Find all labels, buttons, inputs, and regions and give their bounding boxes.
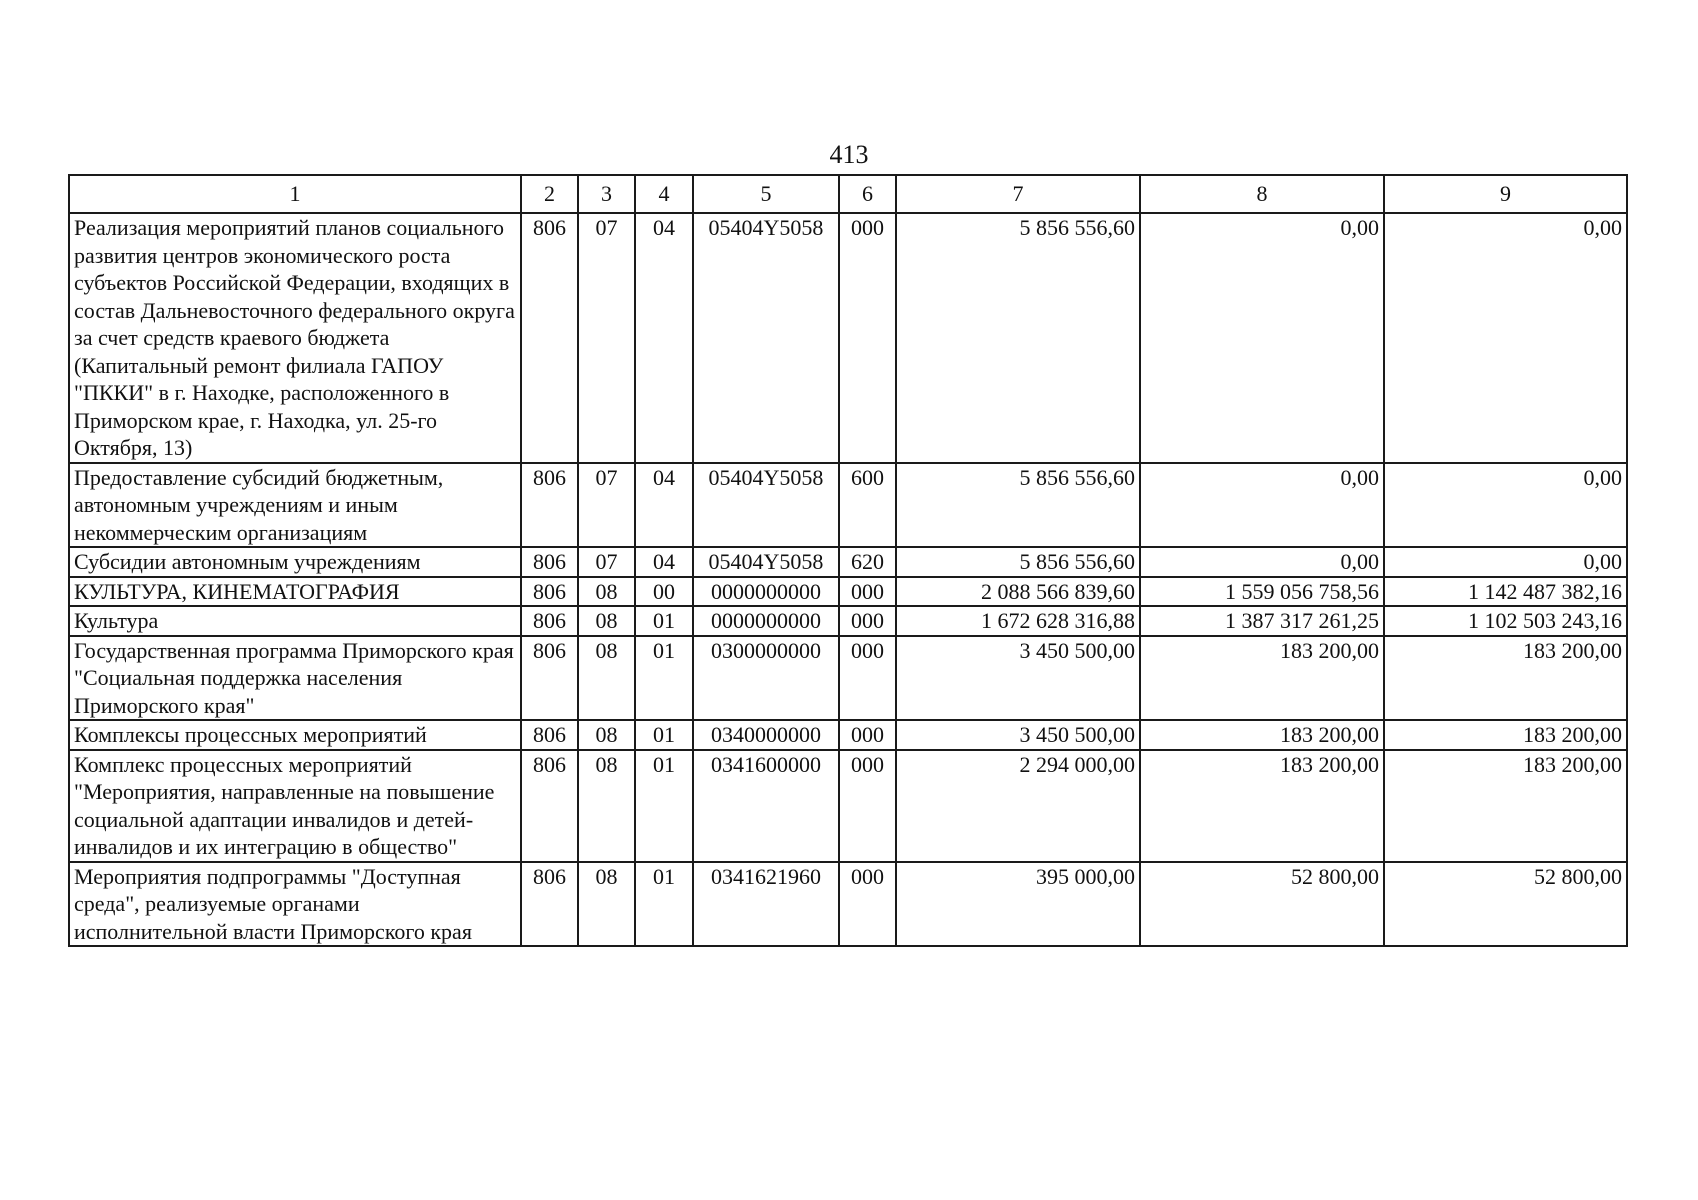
row-name: КУЛЬТУРА, КИНЕМАТОГРАФИЯ bbox=[69, 577, 521, 607]
table-row bbox=[69, 463, 1627, 548]
row-amount-9: 0,00 bbox=[1384, 547, 1627, 577]
column-header: 3 bbox=[578, 175, 635, 213]
row-code-2: 806 bbox=[521, 636, 578, 721]
table-row bbox=[69, 750, 1627, 862]
row-code-5: 0300000000 bbox=[693, 636, 839, 721]
row-amount-9: 183 200,00 bbox=[1384, 750, 1627, 862]
row-amount-7: 2 088 566 839,60 bbox=[896, 577, 1140, 607]
row-code-5: 0000000000 bbox=[693, 606, 839, 636]
column-header: 5 bbox=[693, 175, 839, 213]
row-code-3: 08 bbox=[578, 720, 635, 750]
row-code-2: 806 bbox=[521, 577, 578, 607]
row-code-3: 07 bbox=[578, 547, 635, 577]
row-code-2: 806 bbox=[521, 720, 578, 750]
row-code-5: 05404Y5058 bbox=[693, 463, 839, 548]
column-header: 4 bbox=[635, 175, 693, 213]
row-code-4: 04 bbox=[635, 463, 693, 548]
row-amount-9: 183 200,00 bbox=[1384, 720, 1627, 750]
row-code-4: 04 bbox=[635, 547, 693, 577]
table-row bbox=[69, 606, 1627, 636]
budget-table bbox=[68, 174, 1628, 947]
row-code-2: 806 bbox=[521, 862, 578, 947]
row-code-5: 0340000000 bbox=[693, 720, 839, 750]
row-code-2: 806 bbox=[521, 750, 578, 862]
table-row bbox=[69, 213, 1627, 463]
row-amount-7: 1 672 628 316,88 bbox=[896, 606, 1140, 636]
row-code-6: 000 bbox=[839, 720, 896, 750]
header-row bbox=[69, 175, 1627, 213]
row-amount-7: 5 856 556,60 bbox=[896, 547, 1140, 577]
row-amount-9: 0,00 bbox=[1384, 213, 1627, 463]
row-code-2: 806 bbox=[521, 463, 578, 548]
column-header: 8 bbox=[1140, 175, 1384, 213]
row-amount-7: 2 294 000,00 bbox=[896, 750, 1140, 862]
row-amount-7: 3 450 500,00 bbox=[896, 720, 1140, 750]
row-code-5: 05404Y5058 bbox=[693, 213, 839, 463]
row-code-6: 620 bbox=[839, 547, 896, 577]
row-amount-9: 0,00 bbox=[1384, 463, 1627, 548]
table-row bbox=[69, 720, 1627, 750]
row-code-5: 05404Y5058 bbox=[693, 547, 839, 577]
row-amount-9: 1 102 503 243,16 bbox=[1384, 606, 1627, 636]
row-amount-8: 1 387 317 261,25 bbox=[1140, 606, 1384, 636]
row-name: Реализация мероприятий планов социального развития центров экономического роста субъектов Российской Федерации, входящих в состав Дальневосточного федерального округа за счет средств краевого бюджета (Капитальный ремонт филиала ГАПОУ "ПККИ" в г. Находке, расположенного в Приморском крае, г. Находка, ул. 25-го Октября, 13) bbox=[69, 213, 521, 463]
row-amount-9: 1 142 487 382,16 bbox=[1384, 577, 1627, 607]
row-code-4: 01 bbox=[635, 636, 693, 721]
row-code-6: 000 bbox=[839, 577, 896, 607]
row-amount-8: 1 559 056 758,56 bbox=[1140, 577, 1384, 607]
table-row bbox=[69, 862, 1627, 947]
row-amount-8: 52 800,00 bbox=[1140, 862, 1384, 947]
row-code-6: 600 bbox=[839, 463, 896, 548]
row-code-5: 0341621960 bbox=[693, 862, 839, 947]
column-header: 7 bbox=[896, 175, 1140, 213]
row-name: Комплекс процессных мероприятий "Мероприятия, направленные на повышение социальной адаптации инвалидов и детей-инвалидов и их интеграцию в общество" bbox=[69, 750, 521, 862]
row-code-4: 01 bbox=[635, 720, 693, 750]
row-amount-7: 5 856 556,60 bbox=[896, 463, 1140, 548]
row-amount-9: 183 200,00 bbox=[1384, 636, 1627, 721]
row-name: Культура bbox=[69, 606, 521, 636]
row-amount-8: 183 200,00 bbox=[1140, 636, 1384, 721]
row-amount-8: 0,00 bbox=[1140, 547, 1384, 577]
column-header: 2 bbox=[521, 175, 578, 213]
table-row bbox=[69, 547, 1627, 577]
row-name: Комплексы процессных мероприятий bbox=[69, 720, 521, 750]
row-code-6: 000 bbox=[839, 750, 896, 862]
row-amount-7: 395 000,00 bbox=[896, 862, 1140, 947]
row-code-3: 08 bbox=[578, 750, 635, 862]
table-row bbox=[69, 636, 1627, 721]
row-amount-7: 3 450 500,00 bbox=[896, 636, 1140, 721]
row-amount-8: 183 200,00 bbox=[1140, 720, 1384, 750]
row-code-6: 000 bbox=[839, 636, 896, 721]
row-code-4: 01 bbox=[635, 606, 693, 636]
row-code-3: 08 bbox=[578, 606, 635, 636]
row-code-4: 01 bbox=[635, 750, 693, 862]
row-code-3: 08 bbox=[578, 636, 635, 721]
row-amount-9: 52 800,00 bbox=[1384, 862, 1627, 947]
row-code-2: 806 bbox=[521, 606, 578, 636]
row-code-3: 07 bbox=[578, 463, 635, 548]
row-name: Государственная программа Приморского края "Социальная поддержка населения Приморского края" bbox=[69, 636, 521, 721]
row-amount-7: 5 856 556,60 bbox=[896, 213, 1140, 463]
row-code-5: 0000000000 bbox=[693, 577, 839, 607]
row-code-6: 000 bbox=[839, 213, 896, 463]
row-name: Предоставление субсидий бюджетным, автономным учреждениям и иным некоммерческим организациям bbox=[69, 463, 521, 548]
row-code-4: 00 bbox=[635, 577, 693, 607]
row-name: Субсидии автономным учреждениям bbox=[69, 547, 521, 577]
column-header: 6 bbox=[839, 175, 896, 213]
row-code-2: 806 bbox=[521, 547, 578, 577]
row-code-3: 07 bbox=[578, 213, 635, 463]
row-code-3: 08 bbox=[578, 577, 635, 607]
row-code-2: 806 bbox=[521, 213, 578, 463]
row-amount-8: 0,00 bbox=[1140, 463, 1384, 548]
row-amount-8: 183 200,00 bbox=[1140, 750, 1384, 862]
page-number: 413 bbox=[829, 140, 869, 169]
row-code-6: 000 bbox=[839, 606, 896, 636]
row-code-4: 04 bbox=[635, 213, 693, 463]
row-code-4: 01 bbox=[635, 862, 693, 947]
row-code-5: 0341600000 bbox=[693, 750, 839, 862]
row-code-6: 000 bbox=[839, 862, 896, 947]
row-amount-8: 0,00 bbox=[1140, 213, 1384, 463]
column-header: 1 bbox=[69, 175, 521, 213]
row-code-3: 08 bbox=[578, 862, 635, 947]
table-row bbox=[69, 577, 1627, 607]
row-name: Мероприятия подпрограммы "Доступная среда", реализуемые органами исполнительной власти Приморского края bbox=[69, 862, 521, 947]
column-header: 9 bbox=[1384, 175, 1627, 213]
